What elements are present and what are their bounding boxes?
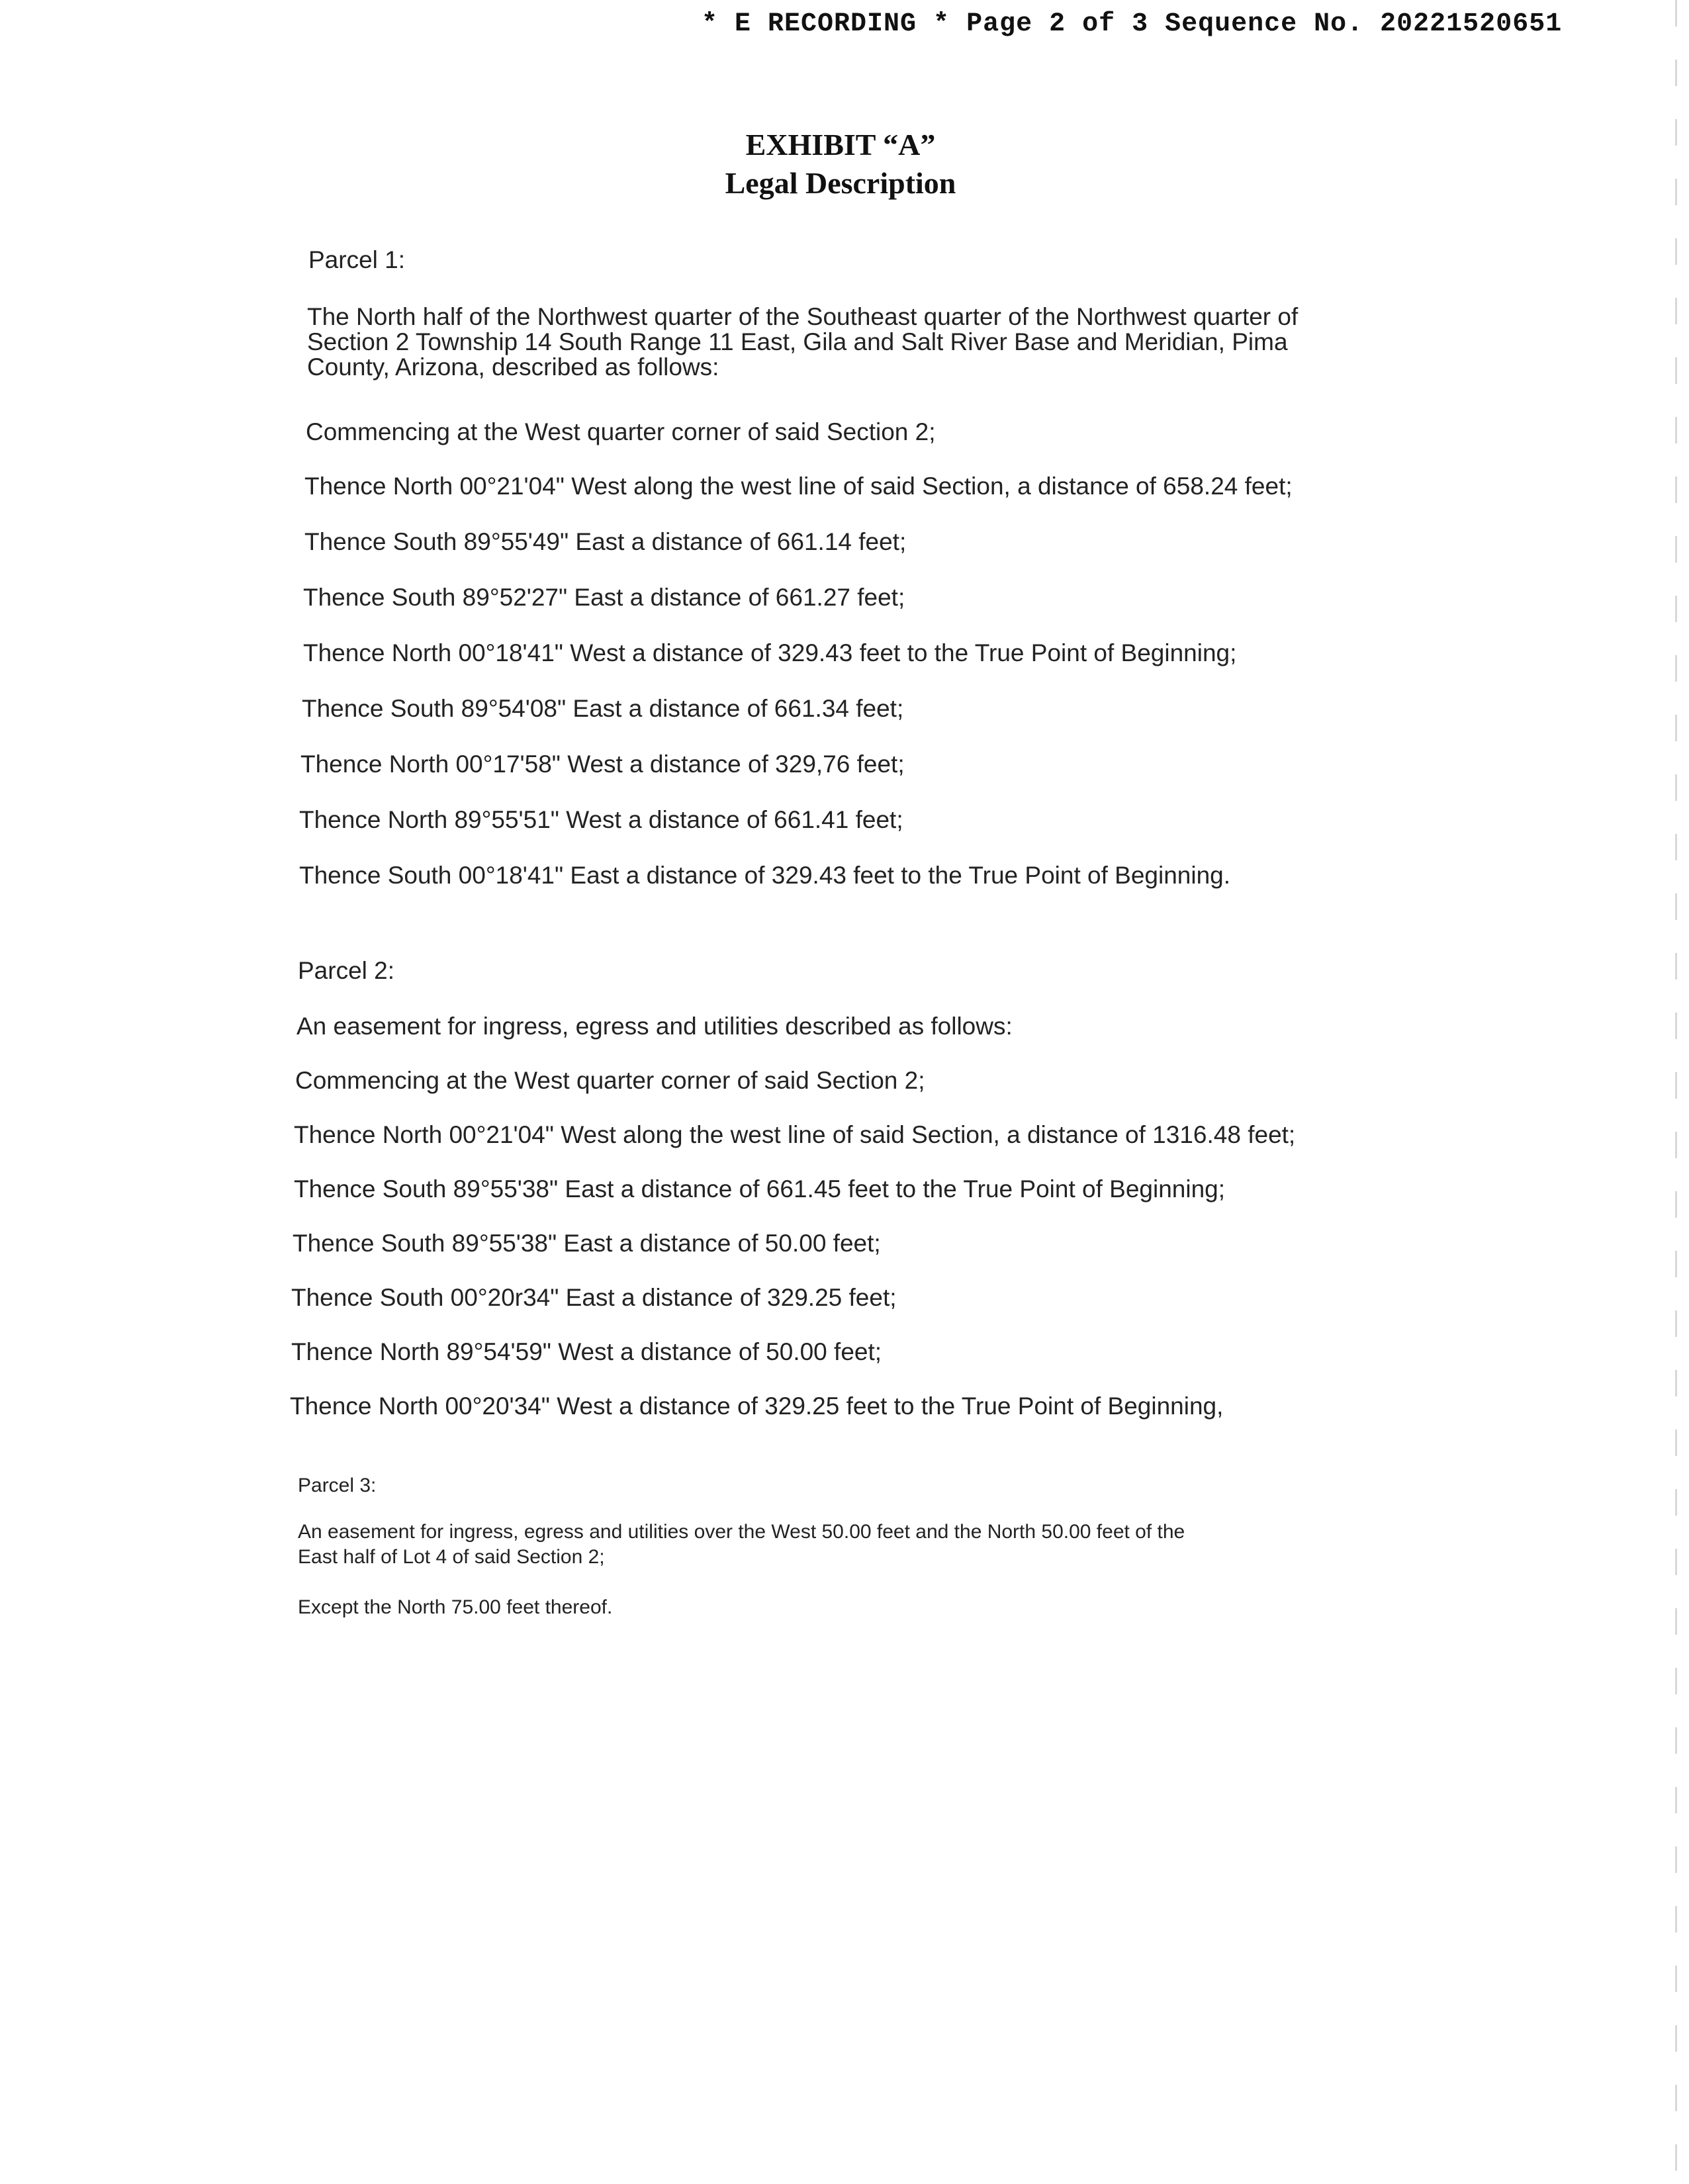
- parcel-1-line: Thence South 89°54'08" East a distance of 661.34 feet;: [302, 695, 904, 722]
- scan-edge-artifact: [1675, 0, 1677, 2184]
- parcel-2-line: Thence North 00°21'04" West along the west line of said Section, a distance of 1316.48 feet;: [294, 1121, 1296, 1148]
- legal-description-heading: Legal Description: [725, 166, 956, 200]
- parcel-3-easement: An easement for ingress, egress and utilities over the West 50.00 feet and the North 50.00 feet of the East half of Lot 4 of said Section 2;: [298, 1521, 1185, 1568]
- parcel-2-line: Thence South 89°55'38" East a distance of 661.45 feet to the True Point of Beginning;: [294, 1175, 1226, 1203]
- parcel-2-line: Thence North 00°20'34" West a distance of 329.25 feet to the True Point of Beginning,: [290, 1392, 1224, 1420]
- parcel-3-exception: Except the North 75.00 feet thereof.: [298, 1596, 613, 1618]
- parcel-2-line: Thence South 00°20r34" East a distance of 329.25 feet;: [291, 1284, 897, 1311]
- parcel-2-line: An easement for ingress, egress and utilities described as follows:: [297, 1013, 1013, 1040]
- parcel-2-line: Thence North 89°54'59" West a distance of 50.00 feet;: [291, 1338, 882, 1365]
- parcel-1-line: Thence South 89°55'49" East a distance of 661.14 feet;: [304, 528, 907, 555]
- parcel-1-line: Thence North 00°21'04" West along the west line of said Section, a distance of 658.24 feet;: [304, 473, 1293, 500]
- parcel-1-line: Thence North 00°18'41" West a distance of 329.43 feet to the True Point of Beginning;: [303, 639, 1237, 666]
- parcel-1-intro: The North half of the Northwest quarter of the Southeast quarter of the Northwest quarter of Section 2 Township 14 South Range 11 East, Gila and Salt River Base and Meridian, Pima County, Arizona, described as follows:: [307, 303, 1299, 381]
- parcel-1-heading: Parcel 1:: [308, 246, 406, 273]
- parcel-2-line: Commencing at the West quarter corner of said Section 2;: [295, 1067, 925, 1094]
- parcel-1-line: Thence South 00°18'41" East a distance of 329.43 feet to the True Point of Beginning.: [299, 862, 1231, 889]
- parcel-3-heading: Parcel 3:: [298, 1475, 377, 1496]
- parcel-2-heading: Parcel 2:: [298, 957, 395, 984]
- parcel-1-line: Thence North 00°17'58" West a distance of 329,76 feet;: [300, 751, 905, 778]
- recording-stamp: * E RECORDING * Page 2 of 3 Sequence No. 20221520651: [702, 9, 1563, 39]
- exhibit-heading: EXHIBIT “A”: [745, 128, 936, 161]
- parcel-1-line: Thence South 89°52'27" East a distance of 661.27 feet;: [303, 584, 905, 611]
- parcel-2-line: Thence South 89°55'38" East a distance of 50.00 feet;: [293, 1230, 881, 1257]
- document-title: [0, 126, 1681, 203]
- parcel-1-line: Commencing at the West quarter corner of said Section 2;: [306, 418, 936, 445]
- parcel-1-line: Thence North 89°55'51" West a distance of 661.41 feet;: [299, 806, 903, 833]
